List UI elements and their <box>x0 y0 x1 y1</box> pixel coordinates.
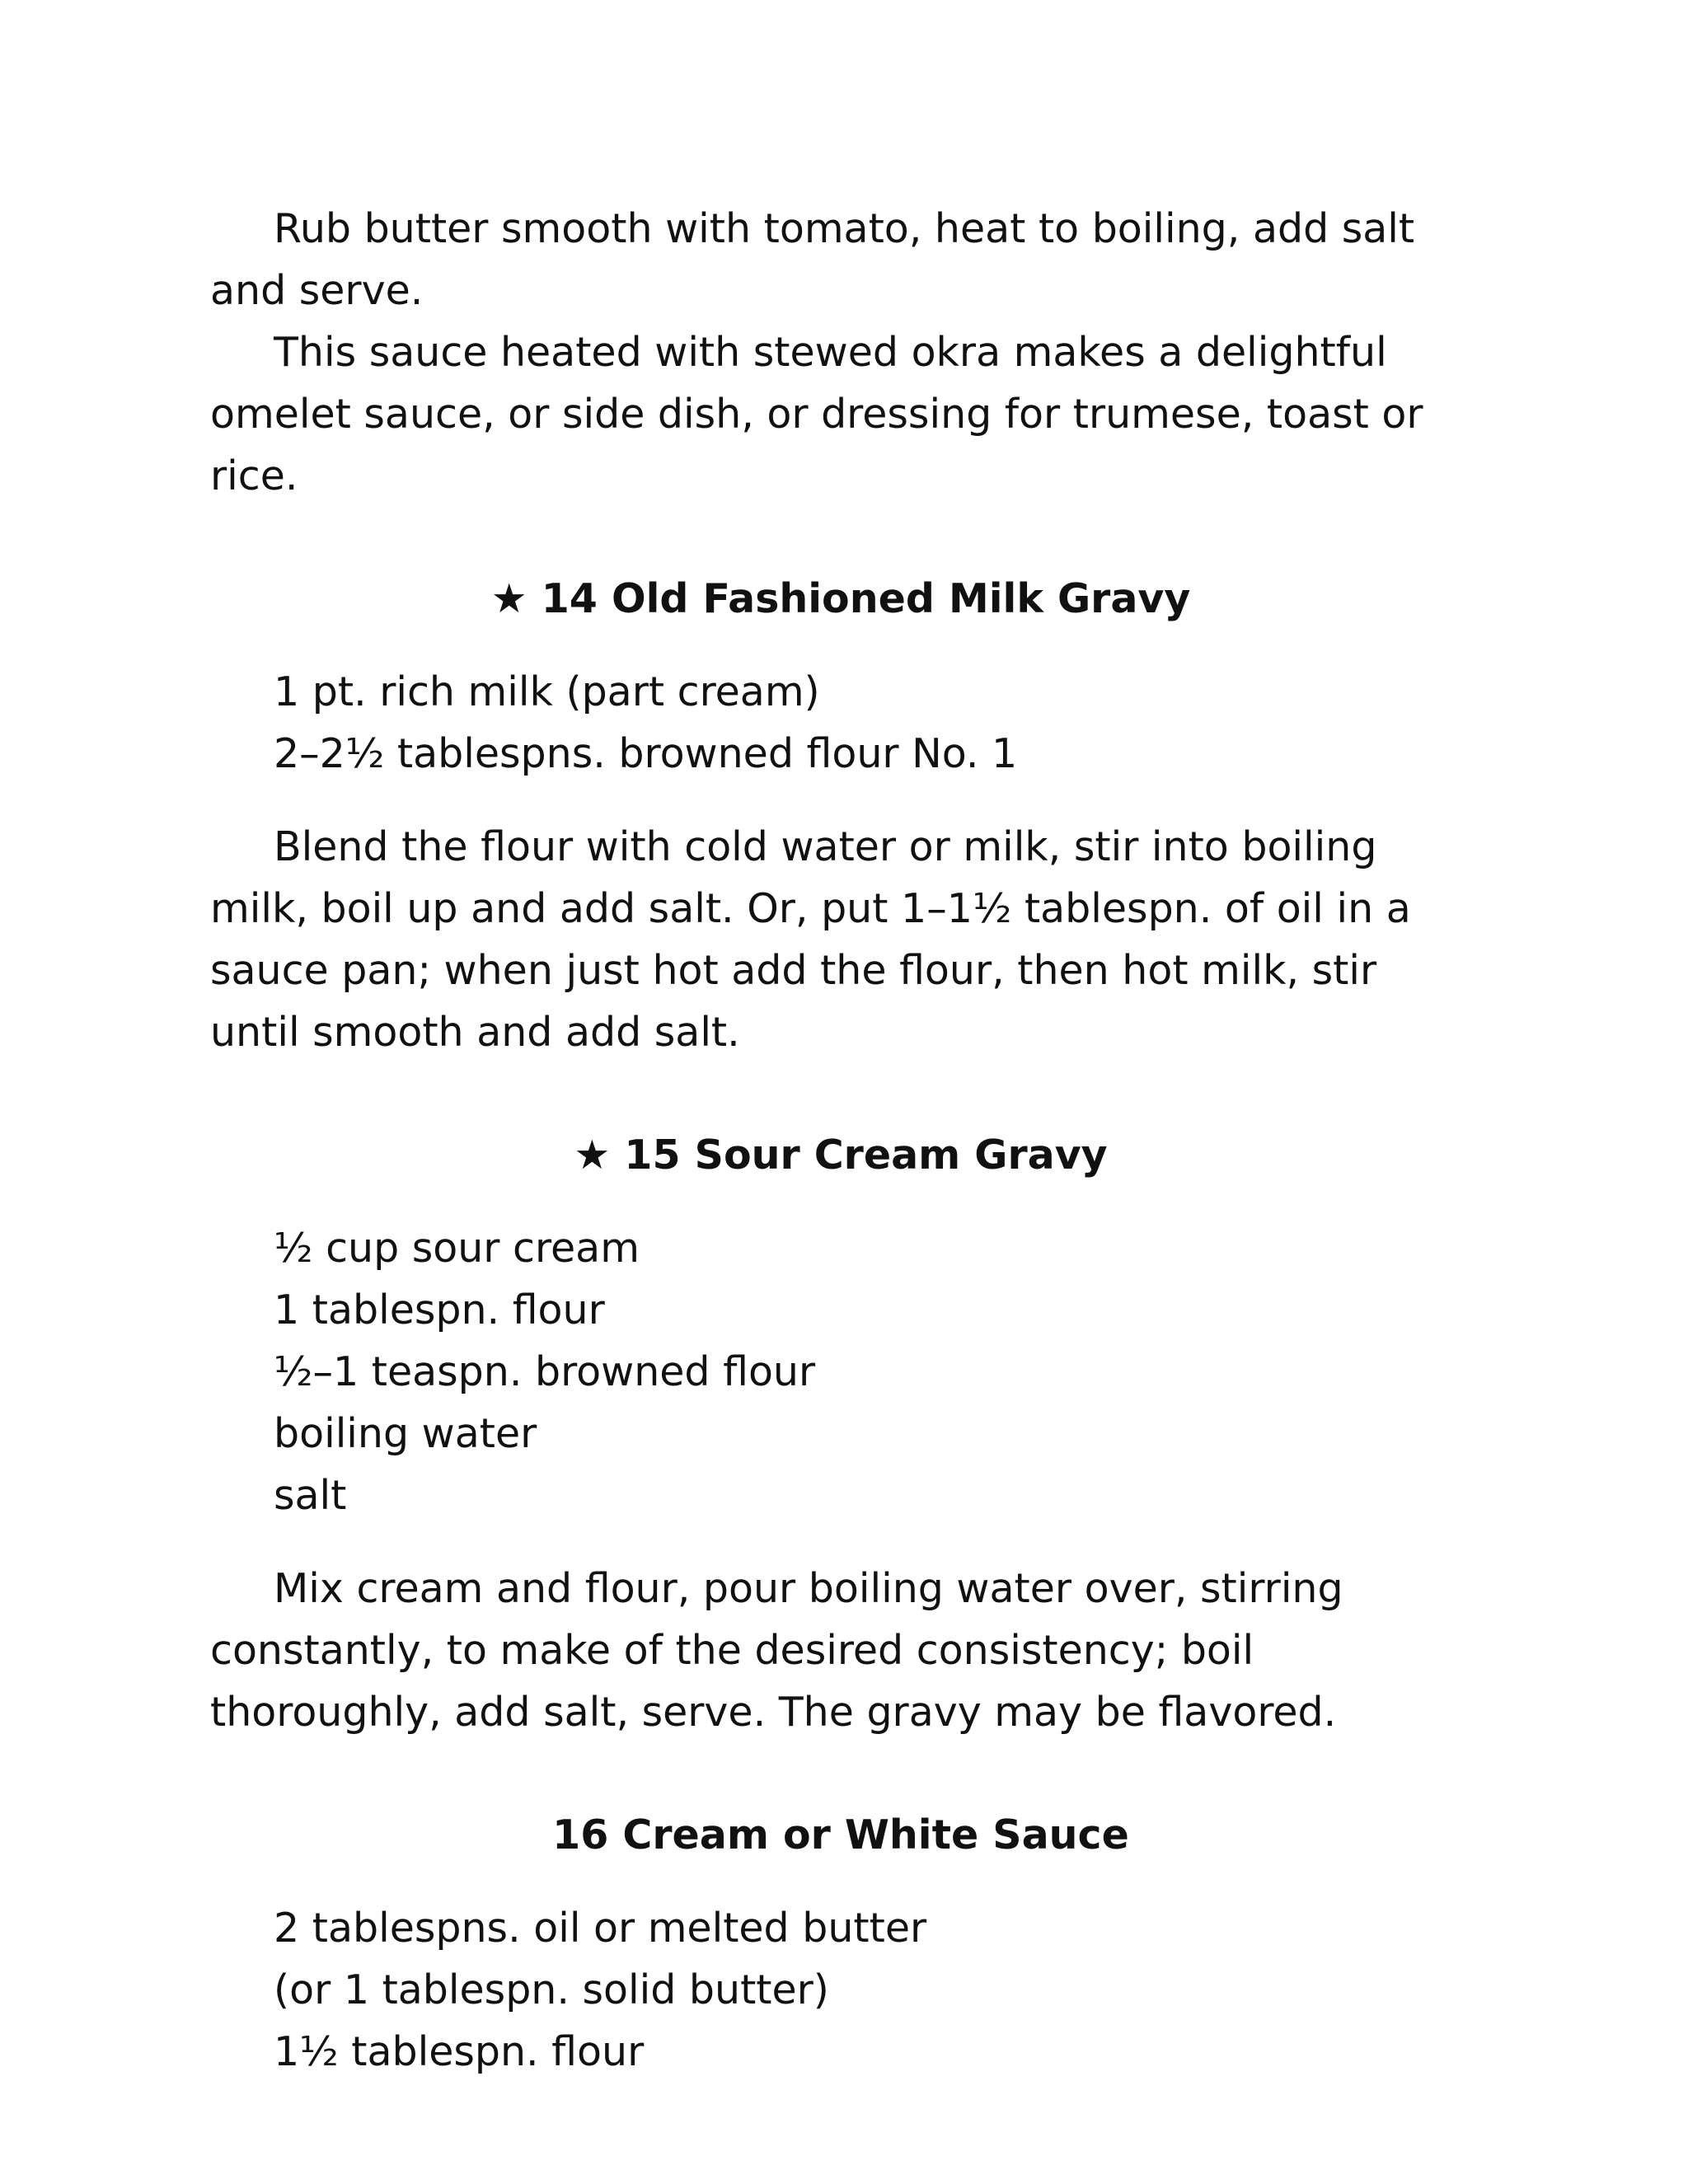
recipe-title-15: 15 Sour Cream Gravy <box>624 1132 1108 1179</box>
ingredient-line: 2 tablespns. oil or melted butter <box>274 1905 927 1952</box>
ingredient-line: ½ cup sour cream <box>274 1225 640 1272</box>
document-page <box>210 198 1471 2083</box>
recipe-heading-16 <box>210 1804 1471 1866</box>
recipe-section-14 <box>210 568 1471 1063</box>
recipe-section-15 <box>210 1124 1471 1743</box>
intro-paragraph-1: Rub butter smooth with tomato, heat to boiling, add salt and serve. <box>210 205 1415 314</box>
recipe-directions-14: Blend the flour with cold water or milk, stir into boiling milk, boil up and add salt. Or, put 1–1½ tablespn. of oil in a sauce pan; when just hot add the flour, then hot milk, stir until smooth and add salt. <box>210 823 1411 1056</box>
ingredient-line: 1½ tablespn. flour <box>274 2028 645 2075</box>
ingredient-line: salt <box>274 1472 347 1519</box>
ingredient-line: 1 pt. rich milk (part cream) <box>274 668 820 715</box>
ingredient-line: (or 1 tablespn. solid butter) <box>274 1966 829 2013</box>
star-icon: ★ <box>490 575 528 622</box>
ingredient-line: 1 tablespn. flour <box>274 1286 605 1333</box>
recipe-heading-15 <box>210 1124 1471 1186</box>
recipe-heading-14 <box>210 568 1471 630</box>
recipe-section-16 <box>210 1804 1471 2083</box>
star-icon: ★ <box>574 1132 611 1179</box>
ingredient-line: ½–1 teaspn. browned flour <box>274 1348 816 1395</box>
ingredient-line: boiling water <box>274 1410 537 1457</box>
recipe-title-16: 16 Cream or White Sauce <box>552 1811 1129 1858</box>
recipe-directions-15: Mix cream and flour, pour boiling water over, stirring constantly, to make of the desired consistency; boil thoroughly, add salt, serve. The gravy may be flavored. <box>210 1565 1343 1736</box>
intro-paragraph-2: This sauce heated with stewed okra makes a delightful omelet sauce, or side dish, or dressing for trumese, toast or rice. <box>210 329 1423 499</box>
recipe-title-14: 14 Old Fashioned Milk Gravy <box>541 575 1191 622</box>
ingredient-line: 2–2½ tablespns. browned flour No. 1 <box>274 730 1018 777</box>
